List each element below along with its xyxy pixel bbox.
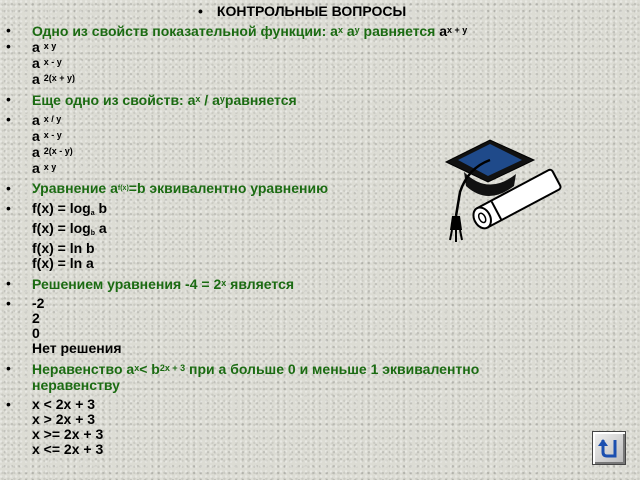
q5-text: при a больше 0 и меньше 1 эквивалентно неравенству [32,361,480,393]
q3-text: Уравнение a [32,180,118,196]
graduation-cap-diploma-icon [438,130,568,255]
answer-option[interactable]: • -2 [32,295,45,311]
question-5 [4,360,564,393]
q4-text: является [226,276,295,292]
question-1 [4,22,564,39]
answer-option[interactable]: • x < 2x + 3 [32,396,96,412]
question-2 [4,91,564,108]
answers-5 [4,397,564,457]
answers-1 [4,39,564,87]
q1-text: a [439,23,448,39]
q2-text: равняется [224,92,297,108]
slide-title [198,3,406,19]
q3-text: =b эквивалентно уравнению [128,180,329,196]
q2-sup: y [219,94,225,104]
title-bullet: • [198,3,203,19]
answer-option[interactable]: f(x) = ln b [32,240,95,256]
answer-option[interactable]: a $^{x - y}$ [32,128,62,144]
q1-text: a [342,23,355,39]
answer-option[interactable]: x > 2x + 3 [32,411,96,427]
question-4 [4,275,564,292]
answer-option[interactable]: a $^{2(x - y)}$ [32,144,73,160]
answer-option[interactable]: • a $^{x / y}$ [32,112,62,128]
title-text: КОНТРОЛЬНЫЕ ВОПРОСЫ [216,3,407,19]
q1-sup: x + y [447,25,468,35]
answer-option[interactable]: Нет решения [32,340,122,356]
answer-option[interactable]: • a $^{x y}$ [32,39,57,55]
answer-option[interactable]: x >= 2x + 3 [32,426,104,442]
q2-text: Еще одно из свойств: a [32,92,196,108]
q2-text: / a [200,92,220,108]
q4-text: Решением уравнения -4 = 2 [32,276,222,292]
q1-text: Одно из свойств показательной функции: a [32,23,338,39]
answer-option[interactable]: • f(x) = loga b [32,200,108,217]
q2-sup: x [195,94,201,104]
answer-option[interactable]: a $^{2(x + y)}$ [32,71,75,87]
q5-sup: 2x + 3 [159,363,186,373]
answer-option[interactable]: a $^{x - y}$ [32,55,62,71]
answer-option[interactable]: f(x) = ln a [32,255,94,271]
q5-text: Неравенство a [32,361,135,377]
answer-option[interactable]: 2 [32,310,40,326]
q1-sup: x [337,25,343,35]
answers-4 [4,296,564,356]
answer-option[interactable]: f(x) = logb a [32,220,107,237]
q3-sup: f(x) [117,185,129,192]
return-button[interactable] [592,431,626,465]
answer-option[interactable]: 0 [32,325,40,341]
q4-sup: x [221,278,227,288]
q5-sup: x [134,363,140,373]
return-arrow-icon [597,436,621,460]
q5-text: < b [139,361,160,377]
q1-sup: y [354,25,360,35]
q1-text: равняется [359,23,440,39]
answer-option[interactable]: x <= 2x + 3 [32,441,104,457]
answer-option[interactable]: a $^{x y}$ [32,160,57,176]
